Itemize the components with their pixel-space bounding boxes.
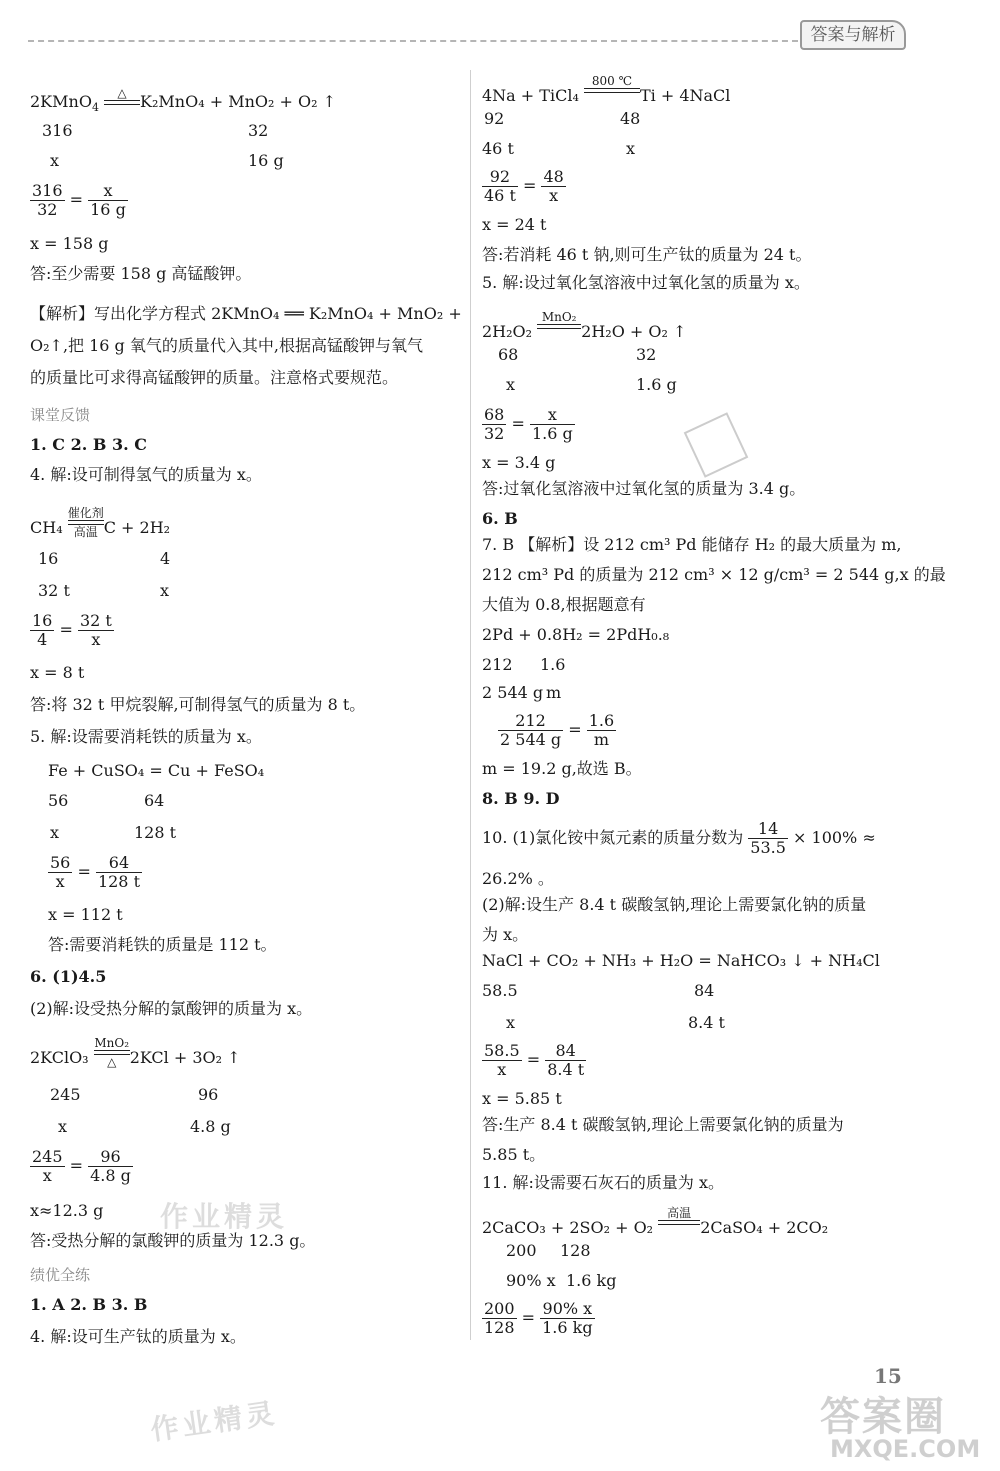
equation-pd: 2Pd + 0.8H₂ = 2PdH₀.₈ [482, 625, 670, 644]
proportion: $\frac{245}{x}$ = $\frac{96}{4.8 g}$ [32, 1147, 131, 1185]
explanation: 的质量比可求得高锰酸钾的质量。注意格式要规范。 [30, 368, 399, 387]
stamp-watermark [684, 412, 749, 478]
question: 11. 解:设需要石灰石的质量为 x。 [482, 1173, 725, 1192]
answer: 答:过氧化氢溶液中过氧化氢的质量为 3.4 g。 [482, 479, 806, 498]
equation-ticl4: 4Na + TiCl₄ 800 ℃ Ti + 4NaCl [482, 74, 731, 105]
reaction-condition: MnO₂ [537, 310, 581, 343]
site-url: MXQE.COM [830, 1435, 981, 1463]
answer: 5.85 t。 [482, 1145, 546, 1164]
given-mass: 2 544 g [482, 683, 544, 702]
mass-ratio: 128 [560, 1241, 591, 1260]
given-mass: 16 g [248, 151, 284, 170]
mass-ratio: 58.5 [482, 981, 518, 1000]
page-number: 15 [874, 1364, 902, 1388]
proportion: $\frac{16}{4}$ = $\frac{32 t}{x}$ [32, 611, 112, 649]
reaction-condition: 高温 [658, 1206, 700, 1239]
unknown: x [58, 1117, 68, 1136]
mass-ratio: 64 [144, 791, 165, 810]
answer: 答:至少需要 158 g 高锰酸钾。 [30, 264, 252, 283]
given-mass: 1.6 g [636, 375, 677, 394]
reaction-condition: 800 ℃ [584, 74, 640, 107]
given-mass: 1.6 kg [566, 1271, 617, 1290]
result: x≈12.3 g [30, 1201, 104, 1220]
equation-ch4: CH₄ 催化剂 高温 C + 2H₂ [30, 506, 171, 539]
question: 大值为 0.8,根据题意有 [482, 595, 646, 614]
question: 4. 解:设可生产钛的质量为 x。 [30, 1327, 246, 1346]
result: x = 112 t [48, 905, 123, 924]
result: x = 5.85 t [482, 1089, 562, 1108]
answer: 答:受热分解的氯酸钾的质量为 12.3 g。 [30, 1231, 316, 1250]
answers-row: 8. B 9. D [482, 789, 560, 808]
answers-row: 1. C 2. B 3. C [30, 435, 147, 454]
answers-row: 6. B [482, 509, 518, 528]
unknown: m [546, 683, 562, 702]
result: x = 8 t [30, 663, 85, 682]
proportion: $\frac{212}{2 544 g}$ = $\frac{1.6}{m}$ [500, 711, 615, 749]
answer: 答:生产 8.4 t 碳酸氢钠,理论上需要氯化钠的质量为 [482, 1115, 844, 1134]
section-title: 课堂反馈 [30, 406, 91, 424]
proportion: $\frac{56}{x}$ = $\frac{64}{128 t}$ [50, 853, 140, 891]
reaction-condition: 催化剂 高温 [67, 506, 104, 539]
answer: 答:将 32 t 甲烷裂解,可制得氢气的质量为 8 t。 [30, 695, 366, 714]
site-logo: 答案圈 [820, 1394, 946, 1440]
mass-ratio: 92 [484, 109, 505, 128]
proportion: $\frac{316}{32}$ = $\frac{x}{16 g}$ [32, 181, 126, 219]
unknown: x [506, 375, 516, 394]
answers-row: 1. A 2. B 3. B [30, 1295, 148, 1314]
mass-ratio: 212 [482, 655, 513, 674]
question: 5. 解:设过氧化氢溶液中过氧化氢的质量为 x。 [482, 273, 810, 292]
mass-ratio: 68 [498, 345, 519, 364]
given-mass: 8.4 t [688, 1013, 725, 1032]
unknown: x [50, 823, 60, 842]
proportion: $\frac{92}{46 t}$ = $\frac{48}{x}$ [484, 167, 564, 205]
mass-ratio: 48 [620, 109, 641, 128]
unknown: 90% x [506, 1271, 556, 1290]
given-mass: 32 t [38, 581, 70, 600]
mass-ratio: 84 [694, 981, 715, 1000]
header-tag: 答案与解析 [800, 20, 906, 50]
result: x = 24 t [482, 215, 547, 234]
equation-nacl: NaCl + CO₂ + NH₃ + H₂O = NaHCO₃ ↓ + NH₄Cl [482, 951, 880, 970]
mass-ratio: 32 [248, 121, 269, 140]
equation-kclo3: 2KClO₃ MnO₂ △ 2KCl + 3O₂ ↑ [30, 1036, 241, 1069]
proportion: $\frac{200}{128}$ = $\frac{90\% x}{1.6 kg}$ [484, 1299, 593, 1337]
question: (2)解:设生产 8.4 t 碳酸氢钠,理论上需要氯化钠的质量 [482, 895, 867, 914]
mass-ratio: 200 [506, 1241, 537, 1260]
question: (2)解:设受热分解的氯酸钾的质量为 x。 [30, 999, 313, 1018]
given-mass: 46 t [482, 139, 514, 158]
section-title: 绩优全练 [30, 1266, 91, 1284]
result: m = 19.2 g,故选 B。 [482, 759, 642, 778]
watermark-text: 作业精灵 [148, 1396, 280, 1447]
reaction-condition: MnO₂ △ [94, 1036, 130, 1069]
given-mass: 128 t [134, 823, 177, 842]
unknown: x [50, 151, 60, 170]
equation-kmno4: 2KMnO$_4$ △ K₂MnO₄ + MnO₂ + O₂ ↑ [30, 86, 336, 119]
mass-ratio: 56 [48, 791, 69, 810]
header-rule [28, 40, 798, 42]
mass-ratio: 1.6 [540, 655, 566, 674]
mass-ratio: 96 [198, 1085, 219, 1104]
result: 26.2% 。 [482, 869, 554, 888]
equation-caco3: 2CaCO₃ + 2SO₂ + O₂ 高温 2CaSO₄ + 2CO₂ [482, 1206, 829, 1237]
equation-h2o2: 2H₂O₂ MnO₂ 2H₂O + O₂ ↑ [482, 310, 687, 341]
result: x = 3.4 g [482, 453, 556, 472]
unknown: x [626, 139, 636, 158]
explanation: 【解析】写出化学方程式 2KMnO₄ ══ K₂MnO₄ + MnO₂ + [30, 304, 462, 323]
question: 4. 解:设可制得氢气的质量为 x。 [30, 465, 262, 484]
answer: 答:需要消耗铁的质量是 112 t。 [48, 935, 277, 954]
answer: 答:若消耗 46 t 钠,则可生产钛的质量为 24 t。 [482, 245, 812, 264]
question: 为 x。 [482, 925, 529, 944]
reaction-condition: △ [104, 86, 140, 119]
mass-ratio: 245 [50, 1085, 81, 1104]
question: 7. B 【解析】设 212 cm³ Pd 能储存 H₂ 的最大质量为 m, [482, 535, 902, 554]
question: 6. (1)4.5 [30, 967, 107, 986]
equation-fe: Fe + CuSO₄ = Cu + FeSO₄ [48, 761, 265, 780]
question: 212 cm³ Pd 的质量为 212 cm³ × 12 g/cm³ = 2 544 g,x 的最 [482, 565, 946, 584]
mass-ratio: 32 [636, 345, 657, 364]
unknown: x [160, 581, 170, 600]
column-divider [470, 70, 471, 1340]
mass-ratio: 16 [38, 549, 59, 568]
question-10: 10. (1)氯化铵中氮元素的质量分数为 $\frac{14}{53.5}$ × 100% ≈ [482, 819, 876, 857]
explanation: O₂↑,把 16 g 氧气的质量代入其中,根据高锰酸钾与氧气 [30, 336, 423, 355]
question: 5. 解:设需要消耗铁的质量为 x。 [30, 727, 262, 746]
unknown: x [506, 1013, 516, 1032]
watermark-text: 作业精灵 [160, 1200, 289, 1233]
proportion: $\frac{58.5}{x}$ = $\frac{84}{8.4 t}$ [484, 1041, 585, 1079]
mass-ratio: 4 [160, 549, 171, 568]
result: x = 158 g [30, 234, 109, 253]
mass-ratio: 316 [42, 121, 73, 140]
proportion: $\frac{68}{32}$ = $\frac{x}{1.6 g}$ [484, 405, 573, 443]
given-mass: 4.8 g [190, 1117, 231, 1136]
